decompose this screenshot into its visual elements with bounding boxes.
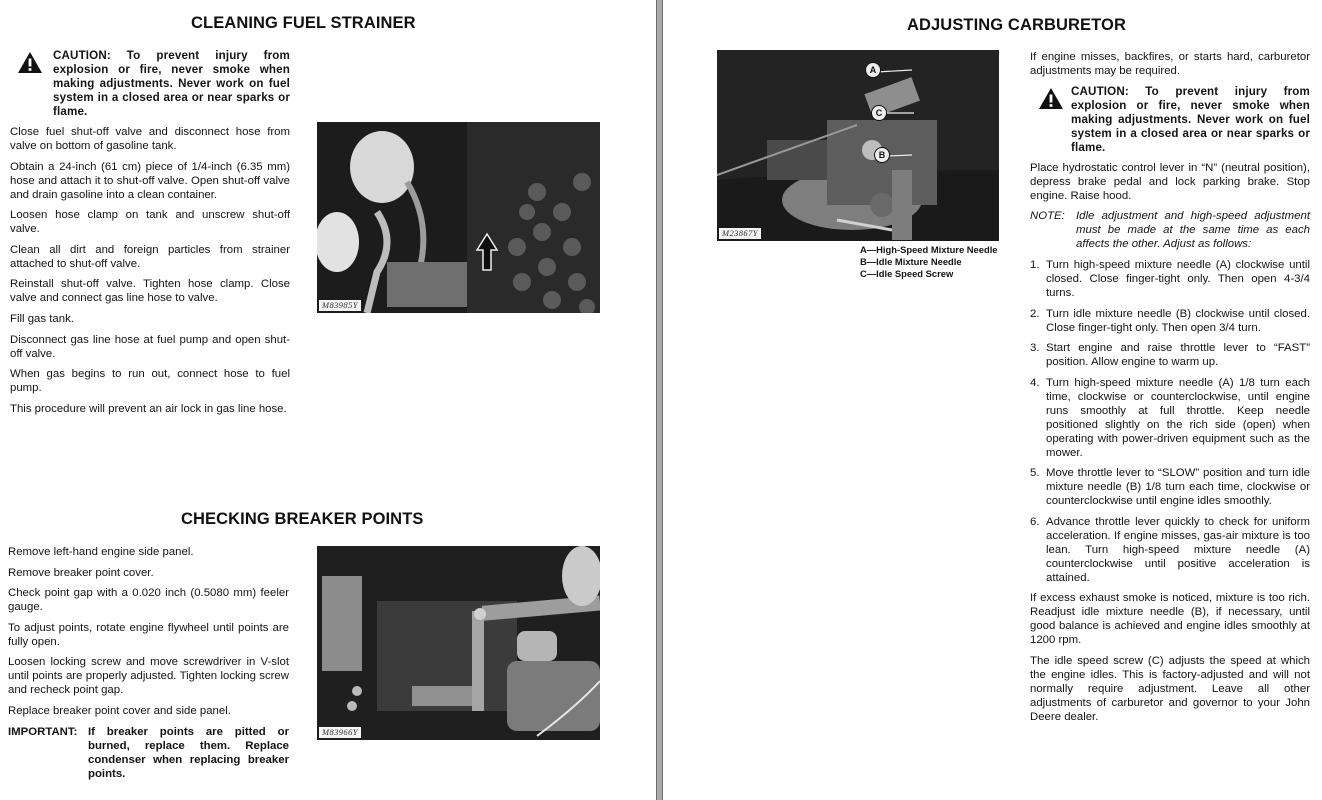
paragraph: When gas begins to run out, connect hose to fuel pump. xyxy=(10,368,290,395)
warning-triangle-icon xyxy=(1038,87,1064,110)
paragraph: Remove left-hand engine side panel. xyxy=(8,546,194,558)
breaker-points-text xyxy=(8,545,289,781)
step-item xyxy=(1030,515,1310,585)
warning-triangle-icon xyxy=(17,51,43,74)
step-number: 6. xyxy=(1030,515,1040,528)
step-number: 2. xyxy=(1030,307,1040,320)
legend-item-a: A—High-Speed Mixture Needle xyxy=(860,244,998,255)
caution-text: CAUTION: To prevent injury from explosion or fire, never smoke when making adjustments. Never work on fuel system in a closed area or near sparks or flame. xyxy=(1071,84,1310,154)
step-item xyxy=(1030,376,1310,460)
step-text: Start engine and raise throttle lever to “FAST” position. Allow engine to warm up. xyxy=(1046,342,1310,369)
paragraph: Close fuel shut-off valve and disconnect hose from valve on bottom of gasoline tank. xyxy=(10,126,290,152)
paragraph: Clean all dirt and foreign particles from strainer attached to shut-off valve. xyxy=(10,243,290,270)
paragraph: Remove breaker point cover. xyxy=(8,566,154,579)
step-item xyxy=(1030,466,1310,508)
fuel-strainer-text xyxy=(10,49,290,422)
paragraph: Fill gas tank. xyxy=(10,312,74,325)
paragraph: Disconnect gas line hose at fuel pump and open shut-off valve. xyxy=(10,333,290,360)
prep-paragraph: Place hydrostatic control lever in “N” (neutral position), depress brake pedal and lock parking brake. Stop engine. Raise hood. xyxy=(1030,161,1310,202)
adjustment-steps xyxy=(1030,258,1310,585)
section-title-cleaning-fuel-strainer: CLEANING FUEL STRAINER xyxy=(191,14,416,32)
step-text: Turn idle mixture needle (B) clockwise until closed. Close finger-tight only. Then open 3/4 turn. xyxy=(1046,307,1310,334)
section-title-adjusting-carburetor: ADJUSTING CARBURETOR xyxy=(907,16,1126,34)
carburetor-text xyxy=(1030,50,1310,730)
step-text: Turn high-speed mixture needle (A) 1/8 turn each time, clockwise or counterclockwise, until engine runs smoothly at full throttle. Keep needle positioned slightly on the rich side (open) when operating with power-driven equipment such as the mower. xyxy=(1046,376,1310,459)
caution-text: CAUTION: To prevent injury from explosion or fire, never smoke when making adjustments. Never work on fuel system in a closed area or near sparks or flame. xyxy=(53,49,290,118)
engine-photo-illustration xyxy=(317,122,600,313)
section-title-checking-breaker-points: CHECKING BREAKER POINTS xyxy=(181,510,424,528)
callout-c: C xyxy=(871,105,887,121)
callout-a: A xyxy=(865,62,881,78)
note-text: Idle adjustment and high-speed adjustment must be made at the same time as each affects the other. Adjust as follows: xyxy=(1076,210,1310,251)
photo-code-label: M83985Y xyxy=(319,300,361,311)
paragraph: Obtain a 24-inch (61 cm) piece of 1/4-inch (6.35 mm) hose and attach it to shut-off valve. Open shut-off valve and drain gasoline into a clean container. xyxy=(10,160,290,201)
important-text: If breaker points are pitted or burned, replace them. Replace condenser when replacing breaker points. xyxy=(88,725,289,780)
fuel-strainer-photo xyxy=(317,122,600,313)
note-block xyxy=(1030,209,1310,251)
paragraph: Loosen locking screw and move screwdriver in V-slot until points are properly adjusted. Tighten locking screw and recheck point gap. xyxy=(8,656,289,697)
paragraph: This procedure will prevent an air lock in gas line hose. xyxy=(10,402,287,415)
step-item xyxy=(1030,341,1310,369)
step-text: Advance throttle lever quickly to check for uniform acceleration. If engine misses, gas-air mixture is too lean. Turn high-speed mixture needle (A) counterclockwise until positive acceleration is attained. xyxy=(1046,515,1310,584)
step-number: 4. xyxy=(1030,376,1040,389)
step-number: 5. xyxy=(1030,467,1040,480)
important-label: IMPORTANT: xyxy=(8,725,78,738)
photo-code-label: M23867Y xyxy=(719,228,761,239)
breaker-photo-illustration xyxy=(317,546,600,740)
photo-code-label: M83966Y xyxy=(319,727,361,738)
step-text: Move throttle lever to “SLOW” position and turn idle mixture needle (B) 1/8 turn each time, clockwise or counterclockwise until engine idles smoothly. xyxy=(1046,467,1310,508)
step-number: 1. xyxy=(1030,259,1040,272)
paragraph: To adjust points, rotate engine flywheel until points are fully open. xyxy=(8,621,289,648)
caution-block xyxy=(1030,85,1310,155)
carburetor-photo xyxy=(717,50,999,241)
paragraph: Replace breaker point cover and side panel. xyxy=(8,704,231,717)
legend-item-c: C—Idle Speed Screw xyxy=(860,268,954,279)
paragraph: Reinstall shut-off valve. Tighten hose clamp. Close valve and connect gas line hose to valve. xyxy=(10,278,290,305)
left-page xyxy=(0,0,656,800)
photo-legend xyxy=(860,244,998,280)
step-number: 3. xyxy=(1030,342,1040,355)
breaker-points-photo xyxy=(317,546,600,740)
paragraph: The idle speed screw (C) adjusts the speed at which the engine idles. This is factory-adjusted and will not normally require adjustment. Leave all other adjustments of carburetor and governor to your John Deere dealer. xyxy=(1030,654,1310,723)
important-note xyxy=(8,725,289,781)
step-item xyxy=(1030,258,1310,300)
paragraph: Check point gap with a 0.020 inch (0.5080 mm) feeler gauge. xyxy=(8,587,289,614)
caution-block xyxy=(10,49,290,119)
paragraph: Loosen hose clamp on tank and unscrew shut-off valve. xyxy=(10,209,290,236)
page-divider xyxy=(656,0,663,800)
step-item xyxy=(1030,307,1310,335)
right-page xyxy=(663,0,1322,800)
carburetor-photo-illustration xyxy=(717,50,999,241)
legend-item-b: B—Idle Mixture Needle xyxy=(860,256,962,267)
note-label: NOTE: xyxy=(1030,210,1065,223)
paragraph: If excess exhaust smoke is noticed, mixture is too rich. Readjust idle mixture needle (B), if necessary, until good balance is achieved and engine idles smoothly at 1200 rpm. xyxy=(1030,592,1310,647)
callout-b: B xyxy=(874,147,890,163)
step-text: Turn high-speed mixture needle (A) clockwise until closed. Close finger-tight only. Then open 4-3/4 turns. xyxy=(1046,259,1310,300)
intro-paragraph: If engine misses, backfires, or starts hard, carburetor adjustments may be required. xyxy=(1030,51,1310,77)
